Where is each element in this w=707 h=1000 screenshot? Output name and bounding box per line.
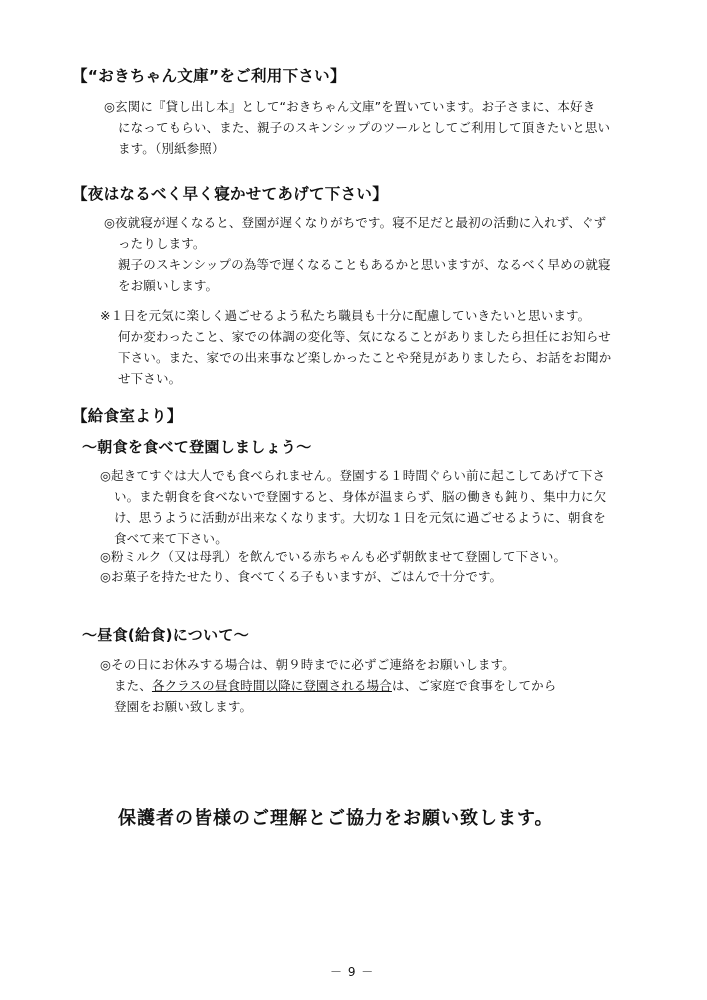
breakfast-line-3: け、思うように活動が出来なくなります。大切な１日を元気に過ごせるように、朝食を bbox=[114, 510, 606, 525]
lunch-line-2-pre: また、 bbox=[114, 678, 152, 693]
lunch-title: ～昼食(給食)について～ bbox=[82, 626, 250, 644]
bunko-line-1: ◎玄関に『貸し出し本』として“おきちゃん文庫”を置いています。お子さまに、本好き bbox=[104, 99, 596, 114]
lunch-line-1: ◎その日にお休みする場合は、朝９時までに必ずご連絡をお願いします。 bbox=[100, 657, 515, 672]
sleep-heading: 【夜はなるべく早く寝かせてあげて下さい】 bbox=[72, 185, 389, 203]
breakfast-line-2: い。また朝食を食べないで登園すると、身体が温まらず、脳の働きも鈍り、集中力に欠 bbox=[114, 489, 607, 504]
breakfast-line-5: ◎粉ミルク（又は母乳）を飲んでいる赤ちゃんも必ず朝飲ませて登園して下さい。 bbox=[100, 549, 567, 564]
kitchen-heading: 【給食室より】 bbox=[72, 407, 183, 425]
bunko-line-2: になってもらい、また、親子のスキンシップのツールとしてご利用して頂きたいと思い bbox=[118, 120, 611, 135]
closing-message: 保護者の皆様のご理解とご協力をお願い致します。 bbox=[118, 808, 554, 829]
breakfast-line-1: ◎起きてすぐは大人でも食べられません。登園する１時間ぐらい前に起こしてあげて下さ bbox=[100, 468, 606, 483]
note-line-1: ※１日を元気に楽しく過ごせるよう私たち職員も十分に配慮していきたいと思います。 bbox=[100, 308, 591, 323]
lunch-line-3: 登園をお願い致します。 bbox=[114, 699, 253, 714]
lunch-line-2-underlined: 各クラスの昼食時間以降に登園される場合 bbox=[151, 678, 392, 693]
sleep-line-3: 親子のスキンシップの為等で遅くなることもあるかと思いますが、なるべく早めの就寝 bbox=[118, 257, 611, 272]
bunko-line-3: ます。（別紙参照） bbox=[118, 141, 225, 156]
page-number: － 9 － bbox=[330, 965, 375, 979]
breakfast-line-4: 食べて来て下さい。 bbox=[114, 531, 228, 546]
note-line-3: 下さい。また、家での出来事など楽しかったことや発見がありましたら、お話をお聞か bbox=[118, 350, 612, 365]
bunko-heading: 【“おきちゃん文庫”をご利用下さい】 bbox=[72, 67, 346, 85]
lunch-line-2-post: は、ご家庭で食事をしてから bbox=[391, 678, 557, 693]
sleep-line-1: ◎夜就寝が遅くなると、登園が遅くなりがちです。寝不足だと最初の活動に入れず、ぐず bbox=[104, 215, 607, 230]
sleep-line-2: ったりします。 bbox=[118, 236, 206, 251]
note-line-4: せ下さい。 bbox=[118, 371, 182, 386]
lunch-line-2 bbox=[114, 676, 556, 694]
breakfast-line-6: ◎お菓子を持たせたり、食べてくる子もいますが、ごはんで十分です。 bbox=[100, 569, 503, 584]
note-line-2: 何か変わったこと、家での体調の変化等、気になることがありましたら担任にお知らせ bbox=[118, 329, 611, 344]
sleep-line-4: をお願いします。 bbox=[118, 278, 219, 293]
breakfast-title: ～朝食を食べて登園しましょう～ bbox=[82, 438, 312, 456]
